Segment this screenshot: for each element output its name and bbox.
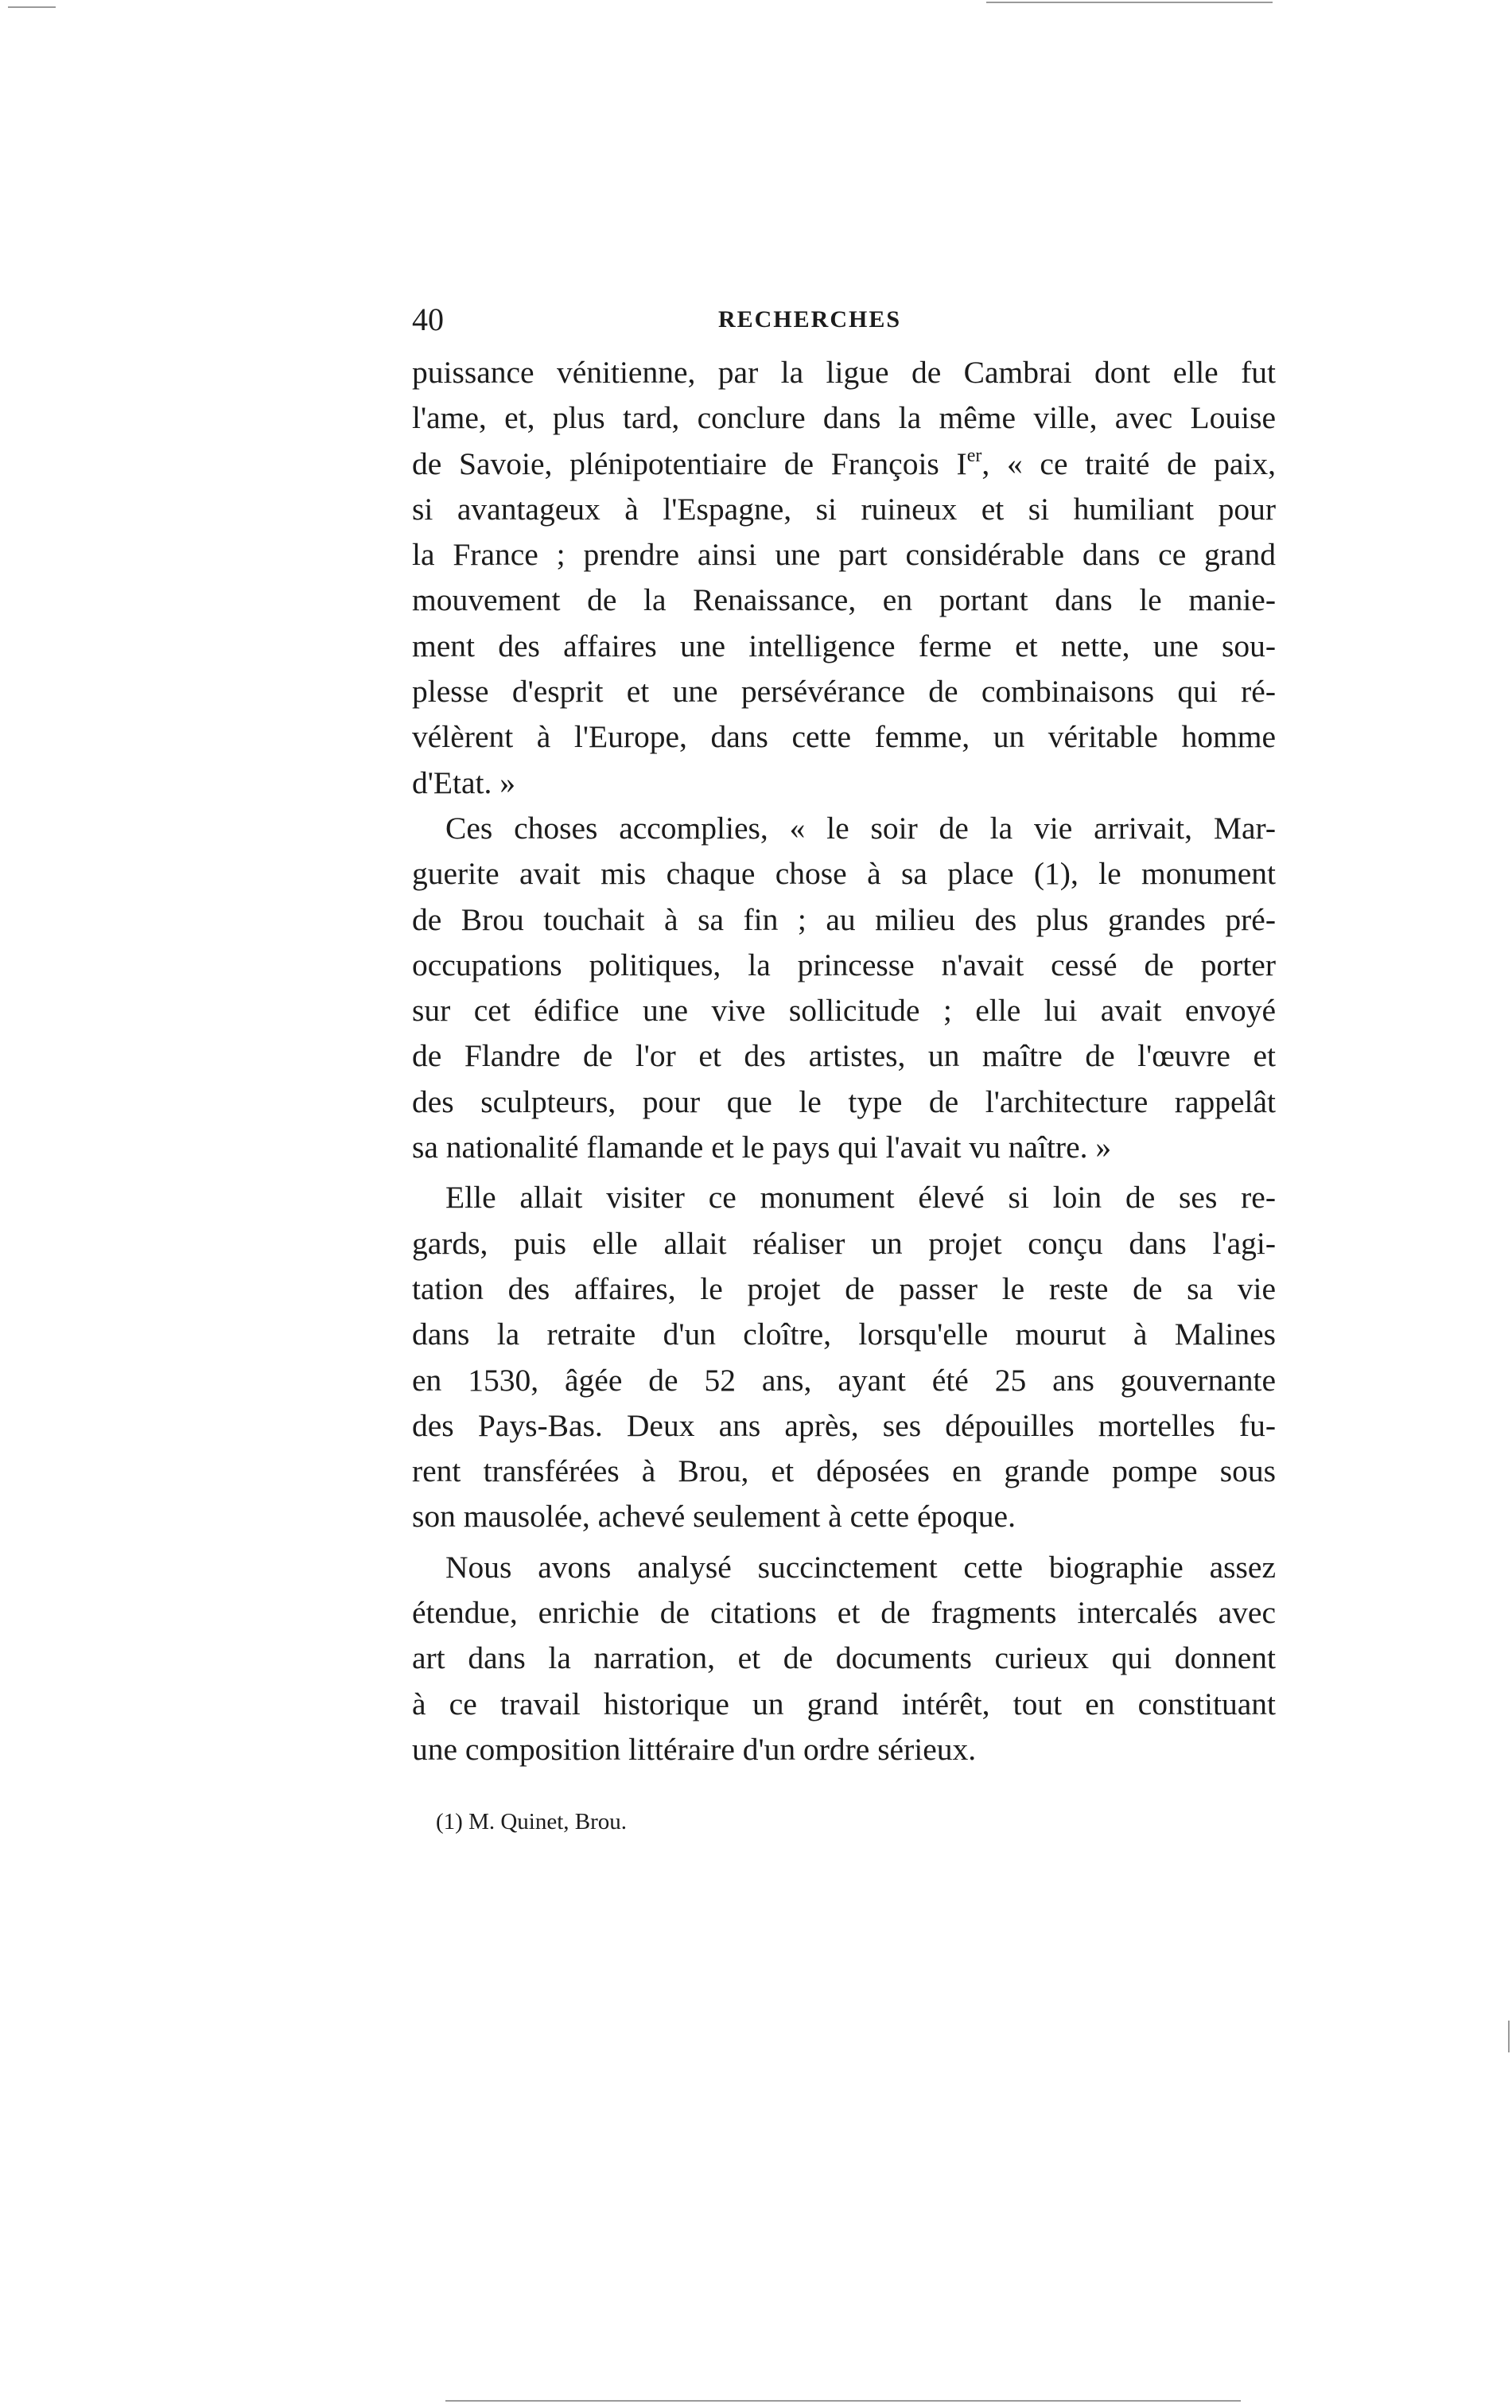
- text-line: gards, puis elle allait réaliser un projet conçu dans l'agi-: [412, 1225, 1276, 1261]
- paragraph-1: [412, 350, 1276, 806]
- scan-edge-bottom: [445, 2400, 1241, 2402]
- text-line: étendue, enrichie de citations et de fragments intercalés avec: [412, 1595, 1276, 1631]
- text-line: vélèrent à l'Europe, dans cette femme, un véritable homme: [412, 719, 1276, 755]
- text-line: guerite avait mis chaque chose à sa place (1), le monument: [412, 856, 1276, 892]
- text-line: Elle allait visiter ce monument élevé si loin de ses re-: [445, 1180, 1276, 1216]
- text-line: puissance vénitienne, par la ligue de Cambrai dont elle fut: [412, 355, 1276, 390]
- text-line: ment des affaires une intelligence ferme et nette, une sou-: [412, 628, 1276, 663]
- text-line: de Flandre de l'or et des artistes, un maître de l'œuvre et: [412, 1038, 1276, 1074]
- text-line: à ce travail historique un grand intérêt, tout en constituant: [412, 1686, 1276, 1721]
- text-line: si avantageux à l'Espagne, si ruineux et si humiliant pour: [412, 491, 1276, 527]
- text-line: la France ; prendre ainsi une part considérable dans ce grand: [412, 537, 1276, 573]
- text-line-part: de Savoie, plénipotentiaire de François I: [412, 445, 967, 481]
- scan-edge-right: [1508, 2021, 1510, 2052]
- scan-edge-top: [986, 2, 1273, 3]
- superscript-er: er: [966, 445, 982, 466]
- paragraph-4: [412, 1545, 1276, 1772]
- text-line: mouvement de la Renaissance, en portant dans le manie-: [412, 582, 1276, 618]
- text-line: une composition littéraire d'un ordre sérieux.: [412, 1731, 977, 1767]
- text-line: sur cet édifice une vive sollicitude ; elle lui avait envoyé: [412, 993, 1276, 1029]
- text-line: Nous avons analysé succinctement cette biographie assez: [445, 1549, 1276, 1585]
- footnote: (1) M. Quinet, Brou.: [436, 1809, 628, 1834]
- text-line: d'Etat. »: [412, 764, 515, 800]
- paragraph-3: [412, 1175, 1276, 1539]
- running-title: RECHERCHES: [717, 306, 902, 333]
- text-line-part: , « ce traité de paix,: [981, 445, 1277, 481]
- text-line: [412, 442, 1276, 487]
- text-line: l'ame, et, plus tard, conclure dans la même ville, avec Louise: [412, 400, 1276, 436]
- text-line: de Brou touchait à sa fin ; au milieu des plus grandes pré-: [412, 901, 1276, 937]
- text-line: art dans la narration, et de documents curieux qui donnent: [412, 1640, 1276, 1676]
- text-line: plesse d'esprit et une persévérance de combinaisons qui ré-: [412, 674, 1276, 710]
- page-header: [412, 296, 1276, 344]
- paragraph-2: [412, 806, 1276, 1170]
- text-line: tation des affaires, le projet de passer le reste de sa vie: [412, 1270, 1276, 1306]
- text-line: dans la retraite d'un cloître, lorsqu'elle mourut à Malines: [412, 1317, 1276, 1352]
- body-text: [412, 350, 1276, 1772]
- text-line: en 1530, âgée de 52 ans, ayant été 25 ans gouvernante: [412, 1362, 1276, 1398]
- scan-edge-top-left: [8, 6, 56, 8]
- text-line: occupations politiques, la princesse n'avait cessé de porter: [412, 947, 1276, 982]
- text-line: des Pays-Bas. Deux ans après, ses dépouilles mortelles fu-: [412, 1407, 1276, 1443]
- text-line: son mausolée, achevé seulement à cette époque.: [412, 1499, 1016, 1535]
- text-line: sa nationalité flamande et le pays qui l'avait vu naître. »: [412, 1130, 1112, 1165]
- text-line: rent transférées à Brou, et déposées en grande pompe sous: [412, 1453, 1276, 1489]
- text-line: des sculpteurs, pour que le type de l'architecture rappelât: [412, 1083, 1276, 1119]
- text-line: Ces choses accomplies, « le soir de la vie arrivait, Mar-: [445, 810, 1276, 846]
- page-number: 40: [412, 301, 444, 337]
